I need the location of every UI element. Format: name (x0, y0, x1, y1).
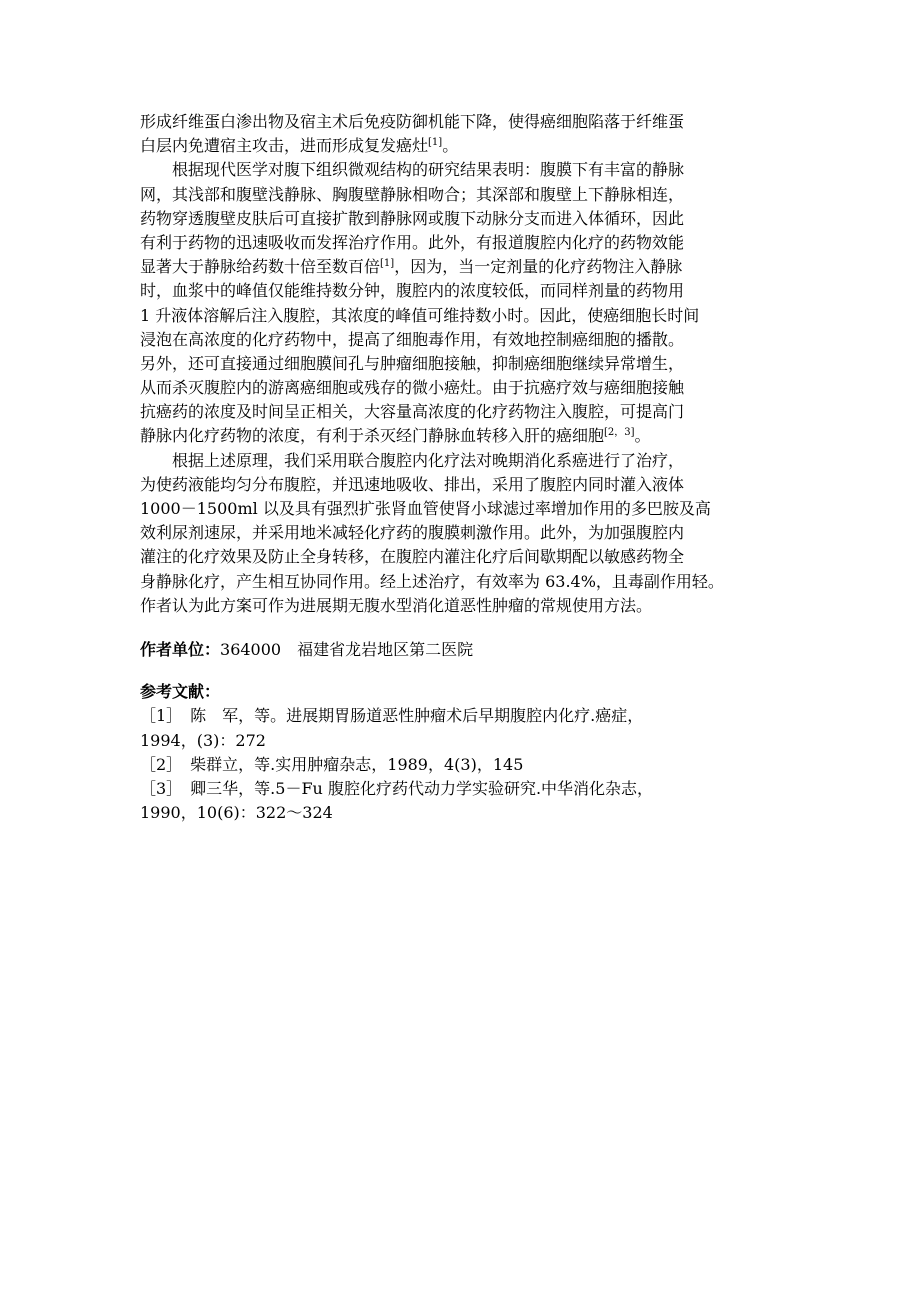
affiliation-label: 作者单位： (140, 639, 221, 659)
citation: [1] (428, 137, 443, 149)
reference-line: 1994，(3)：272 (140, 730, 266, 750)
affiliation (140, 638, 800, 662)
affiliation-text: 364000 福建省龙岩地区第二医院 (220, 639, 474, 659)
citation: [2，3] (604, 427, 635, 439)
reference-line: 1990，10(6)：322～324 (140, 803, 333, 823)
body-line: 药物穿透腹壁皮肤后可直接扩散到静脉网或腹下动脉分支而进入体循环，因此 (140, 208, 685, 228)
body-line: 时，血浆中的峰值仅能维持数分钟，腹腔内的浓度较低，而同样剂量的药物用 (140, 281, 685, 301)
body-line: 1000－1500ml 以及具有强烈扩张肾血管使肾小球滤过率增加作用的多巴胺及高 (140, 499, 711, 518)
citation: [1] (380, 258, 395, 270)
body-line: 形成纤维蛋白渗出物及宿主术后免疫防御机能下降，使得癌细胞陷落于纤维蛋 (140, 112, 685, 131)
paragraph-start: 根据现代医学对腹下组织微观结构的研究结果表明：腹膜下有丰富的静脉 (172, 160, 685, 180)
reference-line: ［1］ 陈 军，等。进展期胃肠道恶性肿瘤术后早期腹腔内化疗.癌症， (140, 706, 644, 726)
body-line: 显著大于静脉给药数十倍至数百倍[1]，因为，当一定剂量的化疗药物注入静脉 (140, 257, 683, 277)
reference-line: ［3］ 卿三华，等.5－Fu 腹腔化疗药代动力学实验研究.中华消化杂志， (140, 778, 654, 798)
body-line: 1 升液体溶解后注入腹腔，其浓度的峰值可维持数小时。因此，使癌细胞长时间 (140, 305, 700, 325)
body-line: 灌注的化疗效果及防止全身转移，在腹腔内灌注化疗后间歇期配以敏感药物全 (140, 547, 685, 567)
body-line: 作者认为此方案可作为进展期无腹水型消化道恶性肿瘤的常规使用方法。 (140, 595, 653, 615)
paragraph-start: 根据上述原理，我们采用联合腹腔内化疗法对晚期消化系癌进行了治疗， (172, 450, 685, 470)
body-line: 效利尿剂速尿，并采用地米减轻化疗药的腹膜刺激作用。此外，为加强腹腔内 (140, 523, 685, 543)
references (140, 680, 800, 825)
body-line: 抗癌药的浓度及时间呈正相关，大容量高浓度的化疗药物注入腹腔，可提高门 (140, 402, 685, 422)
body-line: 身静脉化疗，产生相互协同作用。经上述治疗，有效率为 63.4%，且毒副作用轻。 (140, 571, 724, 591)
references-heading: 参考文献： (140, 682, 221, 702)
body-line: 浸泡在高浓度的化疗药物中，提高了细胞毒作用，有效地控制癌细胞的播散。 (140, 329, 685, 349)
body-line: 静脉内化疗药物的浓度，有利于杀灭经门静脉血转移入肝的癌细胞[2，3]。 (140, 426, 651, 446)
reference-line: ［2］ 柴群立，等.实用肿瘤杂志，1989，4(3)，145 (140, 754, 524, 774)
body-line: 从而杀灭腹腔内的游离癌细胞或残存的微小癌灶。由于抗癌疗效与癌细胞接触 (140, 378, 685, 398)
body-line: 另外，还可直接通过细胞膜间孔与肿瘤细胞接触，抑制癌细胞继续异常增生， (140, 353, 685, 373)
body-line: 有利于药物的迅速吸收而发挥治疗作用。此外，有报道腹腔内化疗的药物效能 (140, 232, 685, 252)
body-line: 白层内免遭宿主攻击，进而形成复发癌灶[1]。 (140, 136, 459, 156)
body-line: 为使药液能均匀分布腹腔，并迅速地吸收、排出，采用了腹腔内同时灌入液体 (140, 474, 685, 494)
body-text (140, 110, 800, 618)
body-line: 网，其浅部和腹壁浅静脉、胸腹壁静脉相吻合；其深部和腹壁上下静脉相连， (140, 184, 685, 204)
document-page (140, 110, 800, 825)
